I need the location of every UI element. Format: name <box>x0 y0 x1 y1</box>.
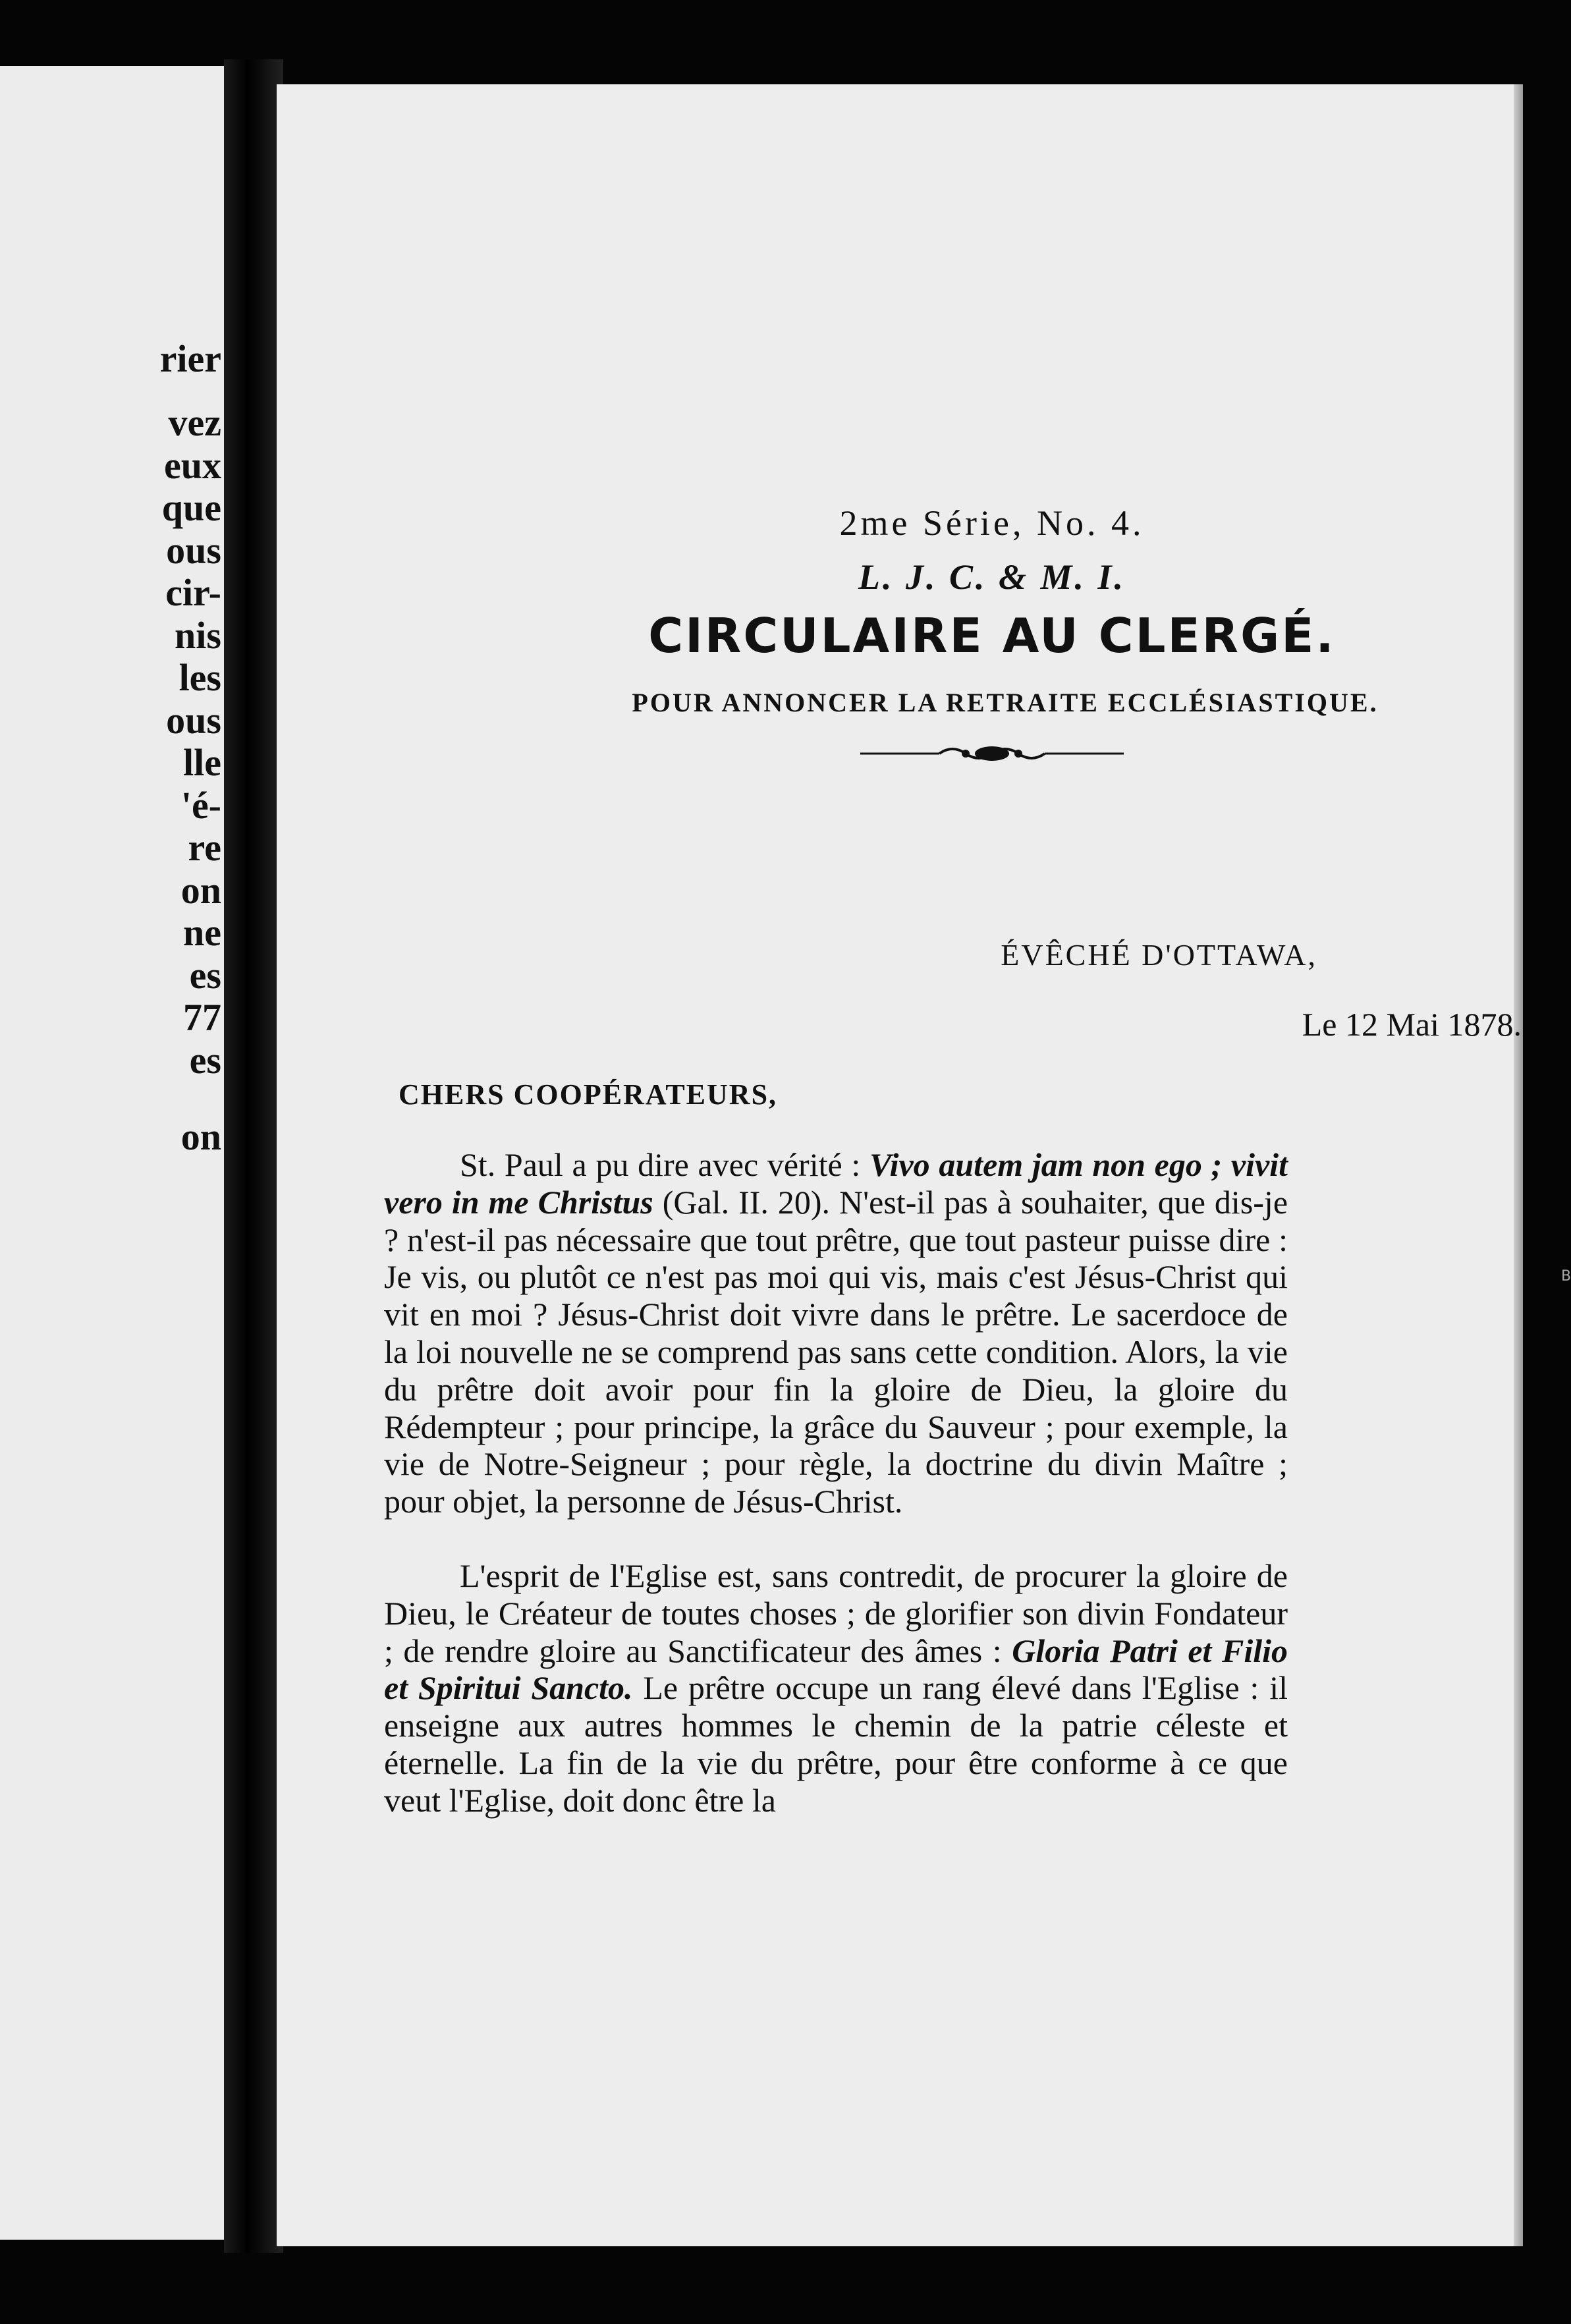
document-header <box>277 503 1523 770</box>
dateline-date: Le 12 Mai 1878. <box>1302 1006 1522 1043</box>
facing-page-fragment: es <box>189 953 221 997</box>
facing-page-fragment: vez <box>168 401 221 444</box>
book-spine-shadow <box>224 59 283 2253</box>
series-number: 2me Série, No. 4. <box>839 503 1145 543</box>
facing-page-fragment: 'é- <box>180 783 221 827</box>
facing-page-fragment: que <box>161 486 221 529</box>
facing-page-text <box>90 337 221 1159</box>
facing-page-fragment: 77 <box>183 996 221 1039</box>
latin-quote: Gloria Patri et Filio et Spiritui Sancto. <box>384 1632 1288 1707</box>
facing-page-fragment: ous <box>166 528 221 572</box>
document-title: CIRCULAIRE AU CLERGÉ. <box>648 608 1336 663</box>
page-edge <box>1514 84 1523 2246</box>
paragraph <box>384 1557 1288 1819</box>
facing-page-fragment: nis <box>175 613 221 657</box>
paragraph-text: (Gal. II. 20). N'est-il pas à souhaiter, que dis-je ? n'est-il pas nécessaire que tout prêtre, que tout pasteur puisse dire : Je vis, ou plutôt ce n'est pas moi qui vis, mais c'est Jésus-Christ qui vit en moi ? Jésus-Christ doit vivre dans le prêtre. Le sacerdoce de la loi nouvelle ne se comprend pas sans cette condition. Alors, la vie du prêtre doit avoir pour fin la gloire de Dieu, la gloire du Rédempteur ; pour principe, la grâce du Sauveur ; pour exemple, la vie de Notre-Seigneur ; pour règle, la doctrine du divin Maître ; pour objet, la personne de Jésus-Christ. <box>384 1183 1288 1520</box>
facing-page-fragment: lle <box>183 741 221 784</box>
dateline-place: ÉVÊCHÉ D'OTTAWA, <box>1001 938 1317 972</box>
paragraph-text: L'esprit de l'Eglise est, sans contredit, de procurer la gloire de Dieu, le Créateur de toutes choses ; de glorifier son divin Fondateur ; de rendre gloire au Sanctificateur des âmes : <box>384 1557 1288 1669</box>
document-subtitle: POUR ANNONCER LA RETRAITE ECCLÉSIASTIQUE. <box>632 688 1379 717</box>
paragraph-text: Le prêtre occupe un rang élevé dans l'Eglise : il enseigne aux autres hommes le chemin de la patrie céleste et éternelle. La fin de la vie du prêtre, pour être conforme à ce que veut l'Eglise, doit donc être la <box>384 1669 1288 1819</box>
facing-page-fragment: cir- <box>165 571 221 614</box>
facing-page-fragment: les <box>179 656 221 699</box>
facing-page-fragment: es <box>189 1038 221 1082</box>
document-page <box>277 84 1523 2246</box>
facing-page-fragment: eux <box>164 443 221 487</box>
flourish-ornament-icon <box>854 740 1130 767</box>
facing-page-fragment: re <box>188 826 221 869</box>
paragraph <box>384 1146 1288 1520</box>
facing-page-fragment: ous <box>166 698 221 742</box>
salutation: CHERS COOPÉRATEURS, <box>399 1078 778 1111</box>
latin-quote: Vivo autem jam non ego ; vivit vero in me Christus <box>384 1146 1288 1221</box>
letter-body <box>384 1146 1288 1819</box>
facing-page-fragment: rier <box>159 337 221 380</box>
paragraph-text: St. Paul a pu dire avec vérité : <box>460 1146 869 1183</box>
margin-mark: B <box>1561 1268 1571 1285</box>
motto: L. J. C. & M. I. <box>858 557 1126 597</box>
facing-page-fragment: ne <box>183 911 221 954</box>
facing-page-fragment: on <box>180 1115 221 1158</box>
facing-page-fragment: on <box>180 868 221 912</box>
facing-page <box>0 66 231 2240</box>
ornament-divider <box>277 740 1523 770</box>
